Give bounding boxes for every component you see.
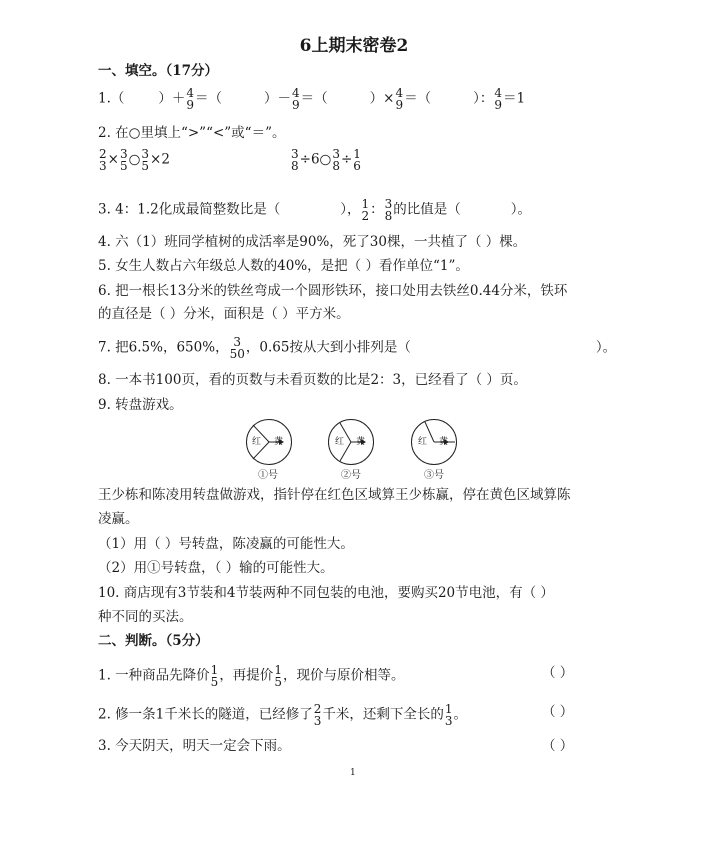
spinner-3	[411, 419, 457, 465]
q1-text: 1.（	[98, 90, 125, 107]
fraction: 3 5	[119, 147, 128, 173]
compare-circle[interactable]: ○	[319, 151, 332, 168]
fraction: 3 8	[332, 147, 340, 173]
fraction: 3 8	[384, 197, 393, 223]
question-9-part1: （1）用（ ）号转盘，陈凌赢的可能性大。	[98, 536, 354, 552]
question-10-line2: 种不同的买法。	[98, 609, 193, 625]
question-9-desc-line2: 凌赢。	[98, 511, 139, 527]
red-label: 红	[252, 437, 262, 447]
question-9: 9. 转盘游戏。	[98, 397, 183, 413]
question-7: 7. 把6.5%，650%， 3 50 ，0.65按从大到小排列是（ ）。	[98, 335, 617, 361]
yellow-label: 黄	[274, 437, 284, 447]
question-4: 4. 六（1）班同学植树的成活率是90%，死了30棵，一共植了（ ）棵。	[98, 234, 527, 250]
question-10-line1: 10. 商店现有3节装和4节装两种不同包装的电池，要购买20节电池，有（ ）	[98, 585, 554, 601]
judge-3-answer[interactable]: （ ）	[542, 738, 574, 754]
fraction: 4 9	[494, 86, 503, 112]
judge-2-answer[interactable]: （ ）	[542, 704, 574, 720]
fraction: 3 8	[291, 147, 299, 173]
q1-text: ＝（	[404, 90, 432, 107]
q1-text: ）×	[369, 90, 395, 107]
q1-text: ）－	[264, 90, 292, 107]
fraction: 4 9	[186, 86, 195, 112]
judge-1: 1. 一种商品先降价 1 5 ，再提价 1 5 ，现价与原价相等。	[98, 663, 405, 689]
fraction: 3 50	[229, 335, 245, 361]
judge-3: 3. 今天阴天，明天一定会下雨。	[98, 738, 291, 754]
question-9-desc-line1: 王少栋和陈凌用转盘做游戏，指针停在红色区域算王少栋赢，停在黄色区域算陈	[98, 487, 571, 503]
question-6-line2: 的直径是（ ）分米，面积是（ ）平方米。	[98, 306, 350, 322]
spinner-caption: ①号	[258, 470, 278, 481]
judge-1-answer[interactable]: （ ）	[542, 665, 574, 681]
q1-text: ＝1	[503, 90, 526, 107]
compare-circle[interactable]: ○	[128, 151, 141, 168]
judge-2: 2. 修一条1千米长的隧道，已经修了 2 3 千米，还剩下全长的 1 3 。	[98, 702, 468, 728]
fraction: 2 3	[313, 702, 322, 728]
question-3: 3. 4：1.2化成最简整数比是（ ）， 1 2 ： 3 8 的比值是（ ）。	[98, 197, 532, 223]
fraction: 1 5	[274, 663, 282, 689]
question-5: 5. 女生人数占六年级总人数的40%，是把（ ）看作单位“1”。	[98, 258, 469, 274]
question-2-compare-a: 2 3 × 3 5 ○ 3 5 ×2	[99, 147, 170, 173]
fraction: 1 2	[361, 197, 370, 223]
spinner-caption: ③号	[424, 470, 444, 481]
fraction: 4 9	[292, 86, 300, 112]
fraction: 1 5	[210, 663, 219, 689]
red-label: 红	[418, 437, 428, 447]
question-2: 2. 在○里填上“>”“<”或“＝”。	[98, 125, 286, 141]
question-2-compare-b: 3 8 ÷6○ 3 8 ÷ 1 6	[291, 147, 361, 173]
fraction: 4 9	[395, 86, 404, 112]
question-6-line1: 6. 把一根长13分米的铁丝弯成一个圆形铁环，接口处用去铁丝0.44分米，铁环	[98, 283, 568, 299]
fraction: 3 5	[141, 147, 150, 173]
yellow-label: 黄	[439, 437, 449, 447]
fraction: 1 6	[353, 147, 361, 173]
spinner-1	[246, 419, 292, 465]
question-8: 8. 一本书100页，看的页数与未看页数的比是2：3，已经看了（ ）页。	[98, 372, 527, 388]
page-number: 1	[350, 768, 356, 778]
fraction: 1 3	[444, 702, 453, 728]
q1-text: ＝（	[195, 90, 223, 107]
q1-text: ）＋	[158, 90, 186, 107]
q1-text: ）：	[473, 90, 494, 107]
question-1	[98, 87, 525, 111]
spinner-2	[328, 419, 374, 465]
section-fill-heading: 一、填空。（17分）	[98, 63, 219, 79]
yellow-label: 黄	[356, 437, 366, 447]
spinner-caption: ②号	[341, 470, 361, 481]
fraction: 2 3	[99, 147, 107, 173]
section-judge-heading: 二、判断。（5分）	[98, 633, 209, 649]
question-9-part2: （2）用①号转盘，（ ）输的可能性大。	[98, 560, 334, 576]
q1-text: ＝（	[300, 90, 328, 107]
page-title: 6上期末密卷2	[299, 36, 409, 56]
red-label: 红	[335, 437, 345, 447]
